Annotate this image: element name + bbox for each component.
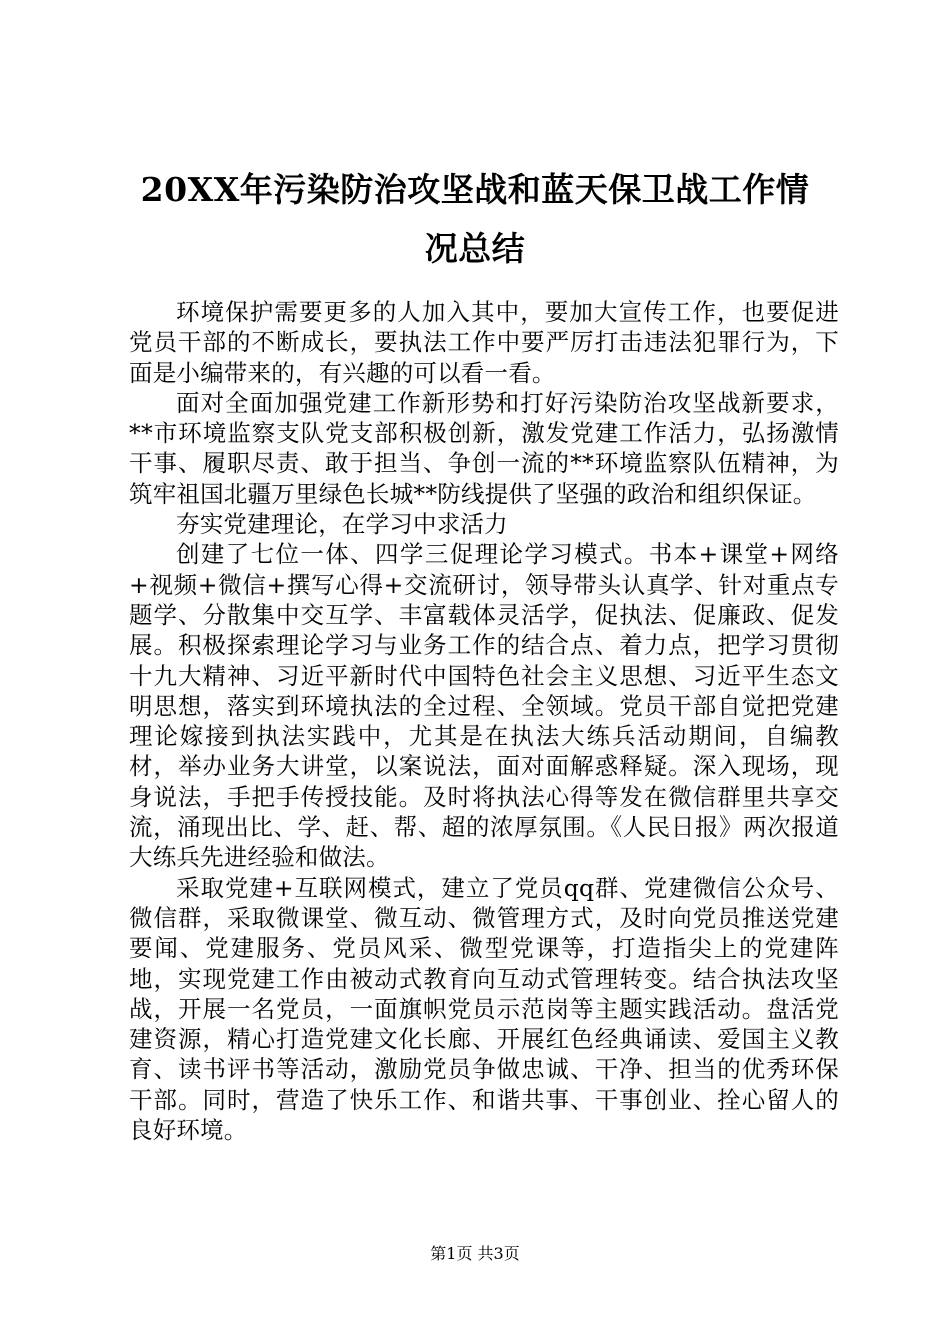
section-heading: 夯实党建理论，在学习中求活力	[176, 510, 508, 539]
paragraph-internet-model: 采取党建+互联网模式，建立了党员qq群、党建微信公众号、微信群，采取微课堂、微互动、微管理方式，及时向党员推送党建要闻、党建服务、党员风采、微型党课等，打造指尖上的党建阵地，实现党建工作由被动式教育向互动式管理转变。结合执法攻坚战，开展一名党员，一面旗帜党员示范岗等主题实践活动。盘活党建资源，精心打造党建文化长廊、开展红色经典诵读、爱国主义教育、读书评书等活动，激励党员争做忠诚、干净、担当的优秀环保干部。同时，营造了快乐工作、和谐共事、干事创业、拴心留人的良好环境。	[129, 873, 839, 1145]
paragraph-intro: 环境保护需要更多的人加入其中，要加大宣传工作，也要促进党员干部的不断成长，要执法工作中要严厉打击违法犯罪行为，下面是小编带来的，有兴趣的可以看一看。	[129, 298, 839, 387]
document-body	[129, 297, 839, 1145]
paragraph-overview: 面对全面加强党建工作新形势和打好污染防治攻坚战新要求，**市环境监察支队党支部积极创新，激发党建工作活力，弘扬激情干事、履职尽责、敢于担当、争创一流的**环境监察队伍精神，为筑牢祖国北疆万里绿色长城**防线提供了坚强的政治和组织保证。	[129, 388, 839, 508]
title-line-2: 况总结	[424, 229, 526, 268]
title-line-1: 20XX年污染防治攻坚战和蓝天保卫战工作情	[140, 170, 810, 209]
page-footer: 第1页 共3页	[430, 1244, 520, 1263]
paragraph-study-model: 创建了七位一体、四学三促理论学习模式。书本+课堂+网络+视频+微信+撰写心得+交流研讨，领导带头认真学、针对重点专题学、分散集中交互学、丰富载体灵活学，促执法、促廉政、促发展。积极探索理论学习与业务工作的结合点、着力点，把学习贯彻十九大精神、习近平新时代中国特色社会主义思想、习近平生态文明思想，落实到环境执法的全过程、全领域。党员干部自觉把党建理论嫁接到执法实践中，尤其是在执法大练兵活动期间，自编教材，举办业务大讲堂，以案说法，面对面解惑释疑。深入现场，现身说法，手把手传授技能。及时将执法心得等发在微信群里共享交流，涌现出比、学、赶、帮、超的浓厚氛围。《人民日报》两次报道大练兵先进经验和做法。	[129, 540, 839, 872]
document-title	[110, 160, 840, 278]
